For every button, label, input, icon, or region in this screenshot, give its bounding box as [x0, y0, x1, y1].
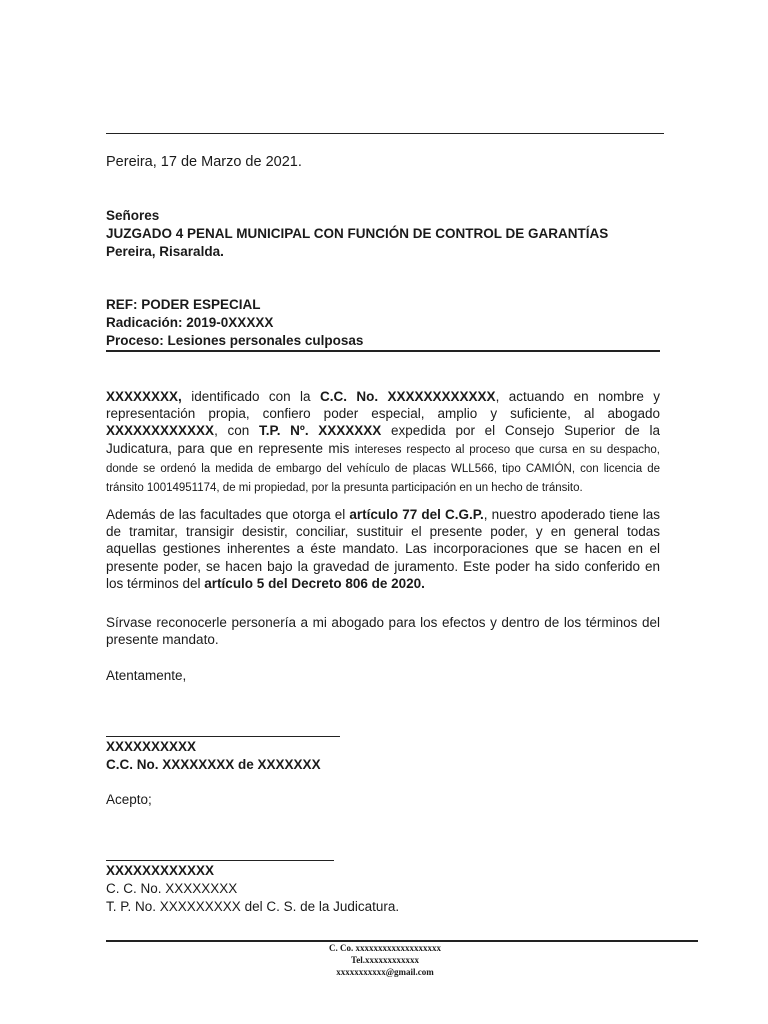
- text-run: expedida por el Consejo Superior de la Judicatura, para que en represente mis: [106, 423, 660, 456]
- text-run: identificado con la: [181, 389, 320, 404]
- reference-radicacion: Radicación: 2019-0XXXXX: [106, 315, 274, 330]
- footer-email: xxxxxxxxxxx@gmail.com: [336, 967, 434, 977]
- signer-name: XXXXXXXXXX: [106, 739, 197, 754]
- text-run: , nuestro apoderado tiene las de tramitar, transigir desistir, conciliar, sustituir el presente poder, y en general todas aquellas gestiones inherentes a éste mandato. Las incorporaciones que se hacen en el presente poder, se hacen bajo la gravedad de juramento. Este poder ha sido conferido en los términos del: [106, 507, 660, 591]
- attorney-tp: T.P. Nº. XXXXXXX: [258, 423, 382, 439]
- reference-rule: [106, 350, 660, 352]
- text-run: , actuando en nombre y representación propia, confiero poder especial, amplio y suficiente, al abogado: [106, 389, 661, 422]
- court-name: JUZGADO 4 PENAL MUNICIPAL CON FUNCIÓN DE CONTROL DE GARANTÍAS: [106, 226, 609, 241]
- text-run: intereses respecto al proceso que cursa en su despacho, donde se ordenó la medida de embargo del vehículo de placas WLL566, tipo CAMIÓN, con licencia de tránsito 10014951174, de mi propiedad, por la presunta participación en un hecho de tránsito.: [106, 443, 660, 495]
- decree-806-ref: artículo 5 del Decreto 806 de 2020.: [204, 575, 425, 591]
- acceptance-signature-line: [106, 860, 334, 861]
- closing: Atentamente,: [106, 668, 187, 683]
- acceptance-label: Acepto;: [106, 792, 152, 807]
- attorney-name: XXXXXXXXXXXX: [106, 423, 215, 439]
- acceptor-id: C. C. No. XXXXXXXX: [106, 881, 238, 896]
- text-run: , con: [214, 423, 259, 439]
- text-run: Además de las facultades que otorga el: [106, 507, 350, 522]
- body-paragraph-1: [106, 388, 660, 497]
- footer-cc: C. Co. xxxxxxxxxxxxxxxxxxx: [329, 943, 441, 953]
- reference-proceso: Proceso: Lesiones personales culposas: [106, 333, 364, 348]
- acceptor-name: XXXXXXXXXXXX: [106, 863, 215, 878]
- footer-tel: Tel.xxxxxxxxxxxx: [351, 955, 419, 965]
- date-line: Pereira, 17 de Marzo de 2021.: [106, 154, 302, 170]
- signature-line: [106, 736, 340, 737]
- grantor-name: XXXXXXXX,: [106, 389, 182, 404]
- signer-id: C.C. No. XXXXXXXX de XXXXXXX: [106, 757, 321, 772]
- header-rule: [106, 133, 664, 134]
- body-paragraph-2: [106, 506, 660, 592]
- acceptor-tp: T. P. No. XXXXXXXXX del C. S. de la Judicatura.: [106, 899, 400, 914]
- grantor-id: C.C. No. XXXXXXXXXXXX: [319, 389, 496, 404]
- reference-title: REF: PODER ESPECIAL: [106, 297, 261, 312]
- body-paragraph-3: Sírvase reconocerle personería a mi abogado para los efectos y dentro de los términos del presente mandato.: [106, 615, 660, 648]
- addressee-city: Pereira, Risaralda.: [106, 244, 224, 259]
- salutation: Señores: [106, 208, 160, 223]
- article-77-ref: artículo 77 del C.G.P.: [349, 507, 484, 522]
